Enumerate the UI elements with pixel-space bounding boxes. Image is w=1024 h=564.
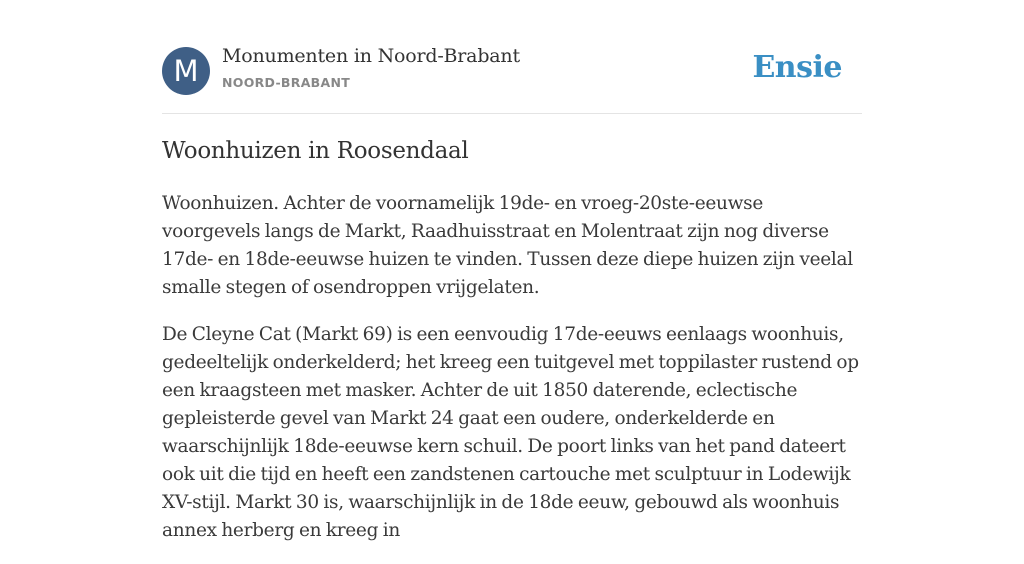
source-subtitle: NOORD-BRABANT bbox=[222, 75, 351, 90]
article-title: Woonhuizen in Roosendaal bbox=[162, 138, 469, 164]
ensie-logo[interactable]: Ensie bbox=[752, 50, 842, 85]
content-container bbox=[162, 0, 862, 541]
article-paragraph-1: Woonhuizen. Achter de voornamelijk 19de- en vroeg-20ste-eeuwse voorgevels langs de Markt, Raadhuisstraat en Molentraat zijn nog diverse 17de- en 18de-eeuwse huizen te vinden. Tussen deze diepe huizen zijn veelal smalle stegen of osendroppen vrijgelaten. bbox=[162, 193, 853, 298]
source-header bbox=[162, 0, 862, 114]
source-avatar[interactable]: M bbox=[162, 47, 210, 95]
source-title-link[interactable]: Monumenten in Noord-Brabant bbox=[222, 45, 520, 67]
article-body bbox=[162, 190, 862, 564]
article-paragraph-2: De Cleyne Cat (Markt 69) is een eenvoudig 17de-eeuws eenlaags woonhuis, gedeeltelijk onderkelderd; het kreeg een tuitgevel met toppilaster rustend op een kraagsteen met masker. Achter de uit 1850 daterende, eclectische gepleisterde gevel van Markt 24 gaat een oudere, onderkelderde en waarschijnlijk 18de-eeuwse kern schuil. De poort links van het pand dateert ook uit die tijd en heeft een zandstenen cartouche met sculptuur in Lodewijk XV-stijl. Markt 30 is, waarschijnlijk in de 18de eeuw, gebouwd als woonhuis annex herberg en kreeg in bbox=[162, 324, 859, 541]
